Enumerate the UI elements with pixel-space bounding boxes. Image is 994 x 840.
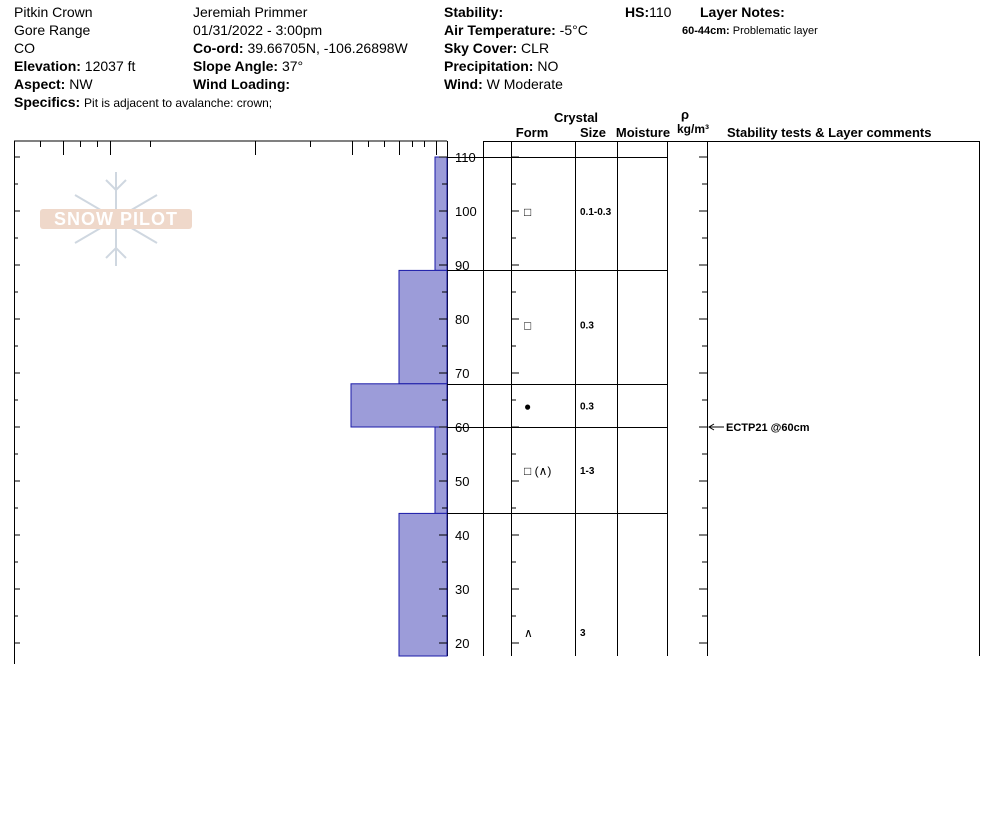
- density-rho-header: ρ: [680, 107, 690, 122]
- elevation-label: Elevation:: [14, 58, 81, 74]
- snowpilot-logo-text: SNOW PILOT: [54, 209, 178, 229]
- crystal-size: 0.1-0.3: [580, 207, 612, 218]
- air-temp-value: -5°C: [559, 22, 588, 38]
- crystal-form: ∧: [524, 626, 533, 641]
- range-name: Gore Range: [14, 22, 91, 38]
- slope-value: 37°: [281, 58, 304, 74]
- height-tick-label: 20: [455, 636, 470, 651]
- coord-value: 39.66705N, -106.26898W: [247, 40, 408, 56]
- stratigraphy-table: [483, 141, 980, 656]
- coord-label: Co-ord:: [193, 40, 244, 56]
- sky-cover-value: CLR: [521, 40, 550, 56]
- stability-label: Stability:: [444, 4, 504, 20]
- height-tick-label: 60: [455, 420, 470, 435]
- height-tick-label: 70: [455, 366, 470, 381]
- height-tick-label: 90: [455, 258, 470, 273]
- comments-header: Stability tests & Layer comments: [727, 125, 932, 140]
- height-tick-label: 50: [455, 474, 470, 489]
- hardness-bar: [399, 270, 447, 383]
- crystal-size: 3: [580, 628, 586, 640]
- layer-note-text: Problematic layer: [732, 25, 818, 37]
- crystal-form: □: [524, 205, 532, 219]
- hardness-bar: [351, 384, 447, 427]
- observation-datetime: 01/31/2022 - 3:00pm: [193, 22, 323, 38]
- hs-label: HS:: [625, 4, 650, 20]
- layer-notes-label: Layer Notes:: [700, 4, 785, 20]
- stability-test-label: ECTP21 @60cm: [726, 422, 810, 434]
- crystal-header: Crystal: [553, 110, 599, 125]
- wind-loading-label: Wind Loading:: [193, 76, 291, 92]
- moisture-header: Moisture: [615, 125, 671, 140]
- elevation-value: 12037 ft: [84, 58, 136, 74]
- observer-name: Jeremiah Primmer: [193, 4, 308, 20]
- height-tick-label: 40: [455, 528, 470, 543]
- layer-note-range: 60-44cm:: [682, 25, 730, 37]
- air-temp-label: Air Temperature:: [444, 22, 556, 38]
- wind-label: Wind:: [444, 76, 483, 92]
- hs-value: 110: [649, 4, 672, 20]
- aspect-value: NW: [69, 76, 93, 92]
- crystal-size: 1-3: [580, 466, 595, 478]
- height-tick-label: 30: [455, 582, 470, 597]
- height-tick-label: 100: [455, 204, 477, 219]
- state-name: CO: [14, 40, 35, 56]
- crystal-form: □: [524, 318, 532, 333]
- aspect-label: Aspect:: [14, 76, 66, 92]
- hardness-bar: [435, 427, 447, 513]
- specifics-label: Specifics:: [14, 94, 81, 110]
- density-unit-header: kg/m³: [676, 122, 709, 136]
- hardness-bar: [435, 157, 447, 270]
- form-header: Form: [515, 125, 549, 140]
- wind-value: W Moderate: [486, 76, 563, 92]
- slope-label: Slope Angle:: [193, 58, 279, 74]
- crystal-form: □ (∧): [524, 464, 552, 479]
- crystal-size: 0.3: [580, 320, 594, 332]
- crystal-size: 0.3: [580, 401, 594, 413]
- precipitation-label: Precipitation:: [444, 58, 534, 74]
- size-header: Size: [579, 125, 606, 140]
- crystal-form: ●: [524, 399, 532, 414]
- height-tick-label: 80: [455, 312, 470, 327]
- precipitation-value: NO: [537, 58, 559, 74]
- height-tick-label: 110: [455, 150, 476, 165]
- sky-cover-label: Sky Cover:: [444, 40, 518, 56]
- location-name: Pitkin Crown: [14, 4, 93, 20]
- specifics-value: Pit is adjacent to avalanche: crown;: [84, 96, 273, 110]
